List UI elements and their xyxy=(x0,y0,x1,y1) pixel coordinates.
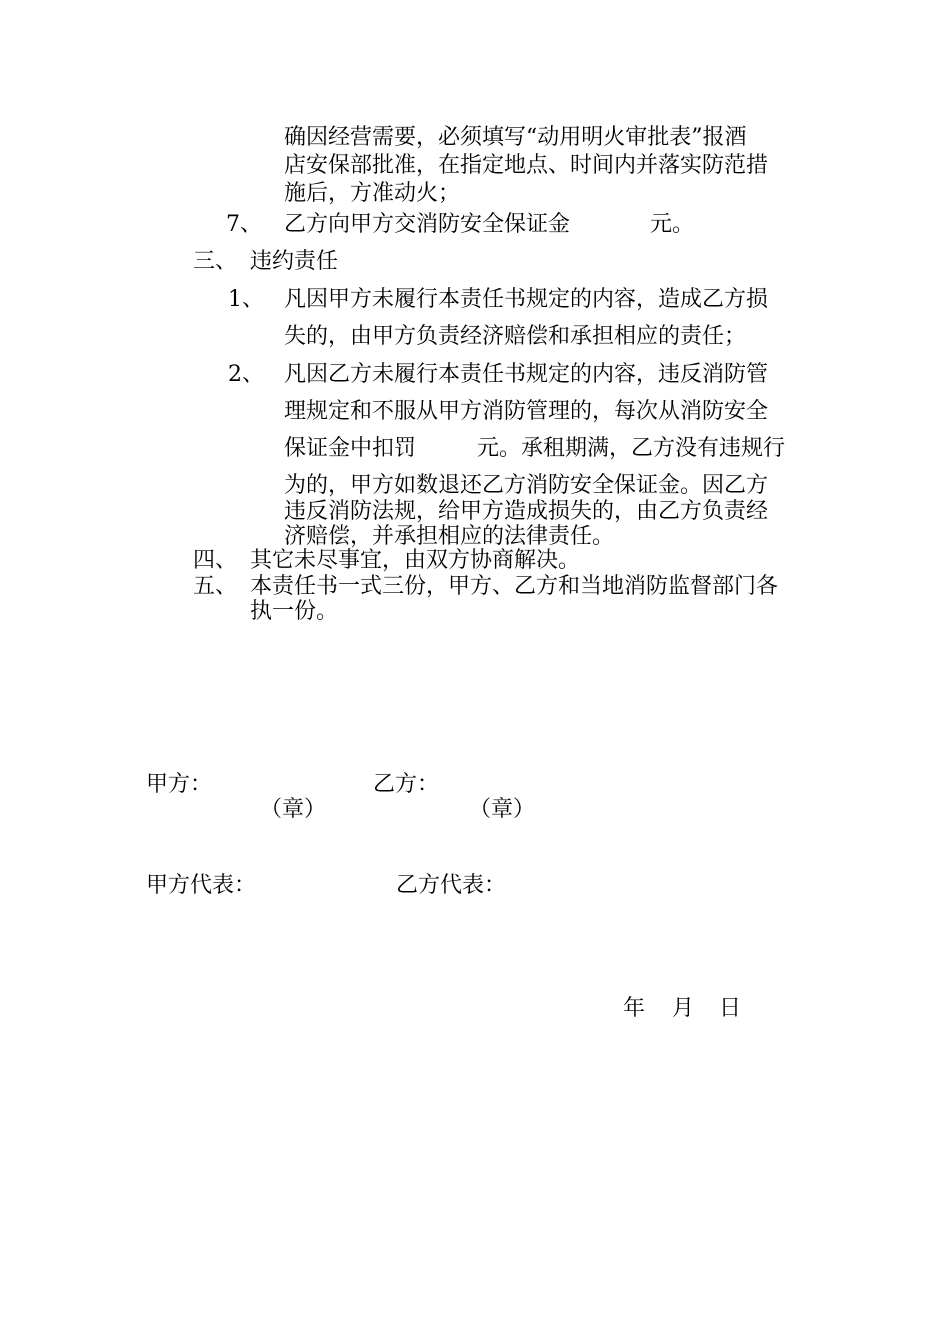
section-3-item-2-line: 济赔偿，并承担相应的法律责任。 xyxy=(284,524,615,549)
section-3-item-2-line: 保证金中扣罚 xyxy=(284,436,417,461)
section-3-item-2-line: 凡因乙方未履行本责任书规定的内容，违反消防管 xyxy=(284,362,769,387)
date-day: 日 xyxy=(719,996,742,1021)
section-3-item-2-line: 理规定和不服从甲方消防管理的，每次从消防安全 xyxy=(284,399,769,424)
party-a-seal: （章） xyxy=(260,797,327,822)
section-3-item-1-line: 凡因甲方未履行本责任书规定的内容，造成乙方损 xyxy=(284,287,769,312)
section-5-line: 本责任书一式三份，甲方、乙方和当地消防监督部门各 xyxy=(250,574,779,599)
section-5-number: 五、 xyxy=(193,574,238,599)
party-b-label: 乙方： xyxy=(373,772,440,797)
text-line: 店安保部批准，在指定地点、时间内并落实防范措 xyxy=(284,153,769,178)
section-4-text: 其它未尽事宜，由双方协商解决。 xyxy=(250,548,581,573)
continued-paragraph xyxy=(284,124,768,208)
item-7-number: 7、 xyxy=(226,212,262,237)
party-a-representative-label: 甲方代表： xyxy=(146,873,257,898)
section-4-number: 四、 xyxy=(193,548,238,573)
item-7-unit: 元。 xyxy=(650,212,695,237)
section-3-item-2-line: 元。承租期满，乙方没有违规行 xyxy=(477,436,786,461)
section-3-item-2-line: 为的，甲方如数退还乙方消防安全保证金。因乙方 xyxy=(284,473,769,498)
section-3-item-1-line: 失的，由甲方负责经济赔偿和承担相应的责任； xyxy=(284,324,747,349)
item-7-text: 乙方向甲方交消防安全保证金 xyxy=(284,212,571,237)
text-line: 施后，方准动火； xyxy=(284,181,461,206)
date-month: 月 xyxy=(672,996,695,1021)
section-3-item-2-number: 2、 xyxy=(228,362,264,387)
text-line: 确因经营需要，必须填写“动用明火审批表”报酒 xyxy=(284,125,747,150)
party-b-seal: （章） xyxy=(469,797,536,822)
party-a-label: 甲方： xyxy=(146,772,213,797)
section-3-item-1-number: 1、 xyxy=(228,287,264,312)
section-3-title: 违约责任 xyxy=(250,249,339,274)
section-3-number: 三、 xyxy=(193,249,238,274)
section-3-item-2-line: 违反消防法规，给甲方造成损失的，由乙方负责经 xyxy=(284,499,769,524)
date-year: 年 xyxy=(623,996,646,1021)
section-5-line: 执一份。 xyxy=(250,599,339,624)
party-b-representative-label: 乙方代表： xyxy=(396,873,507,898)
